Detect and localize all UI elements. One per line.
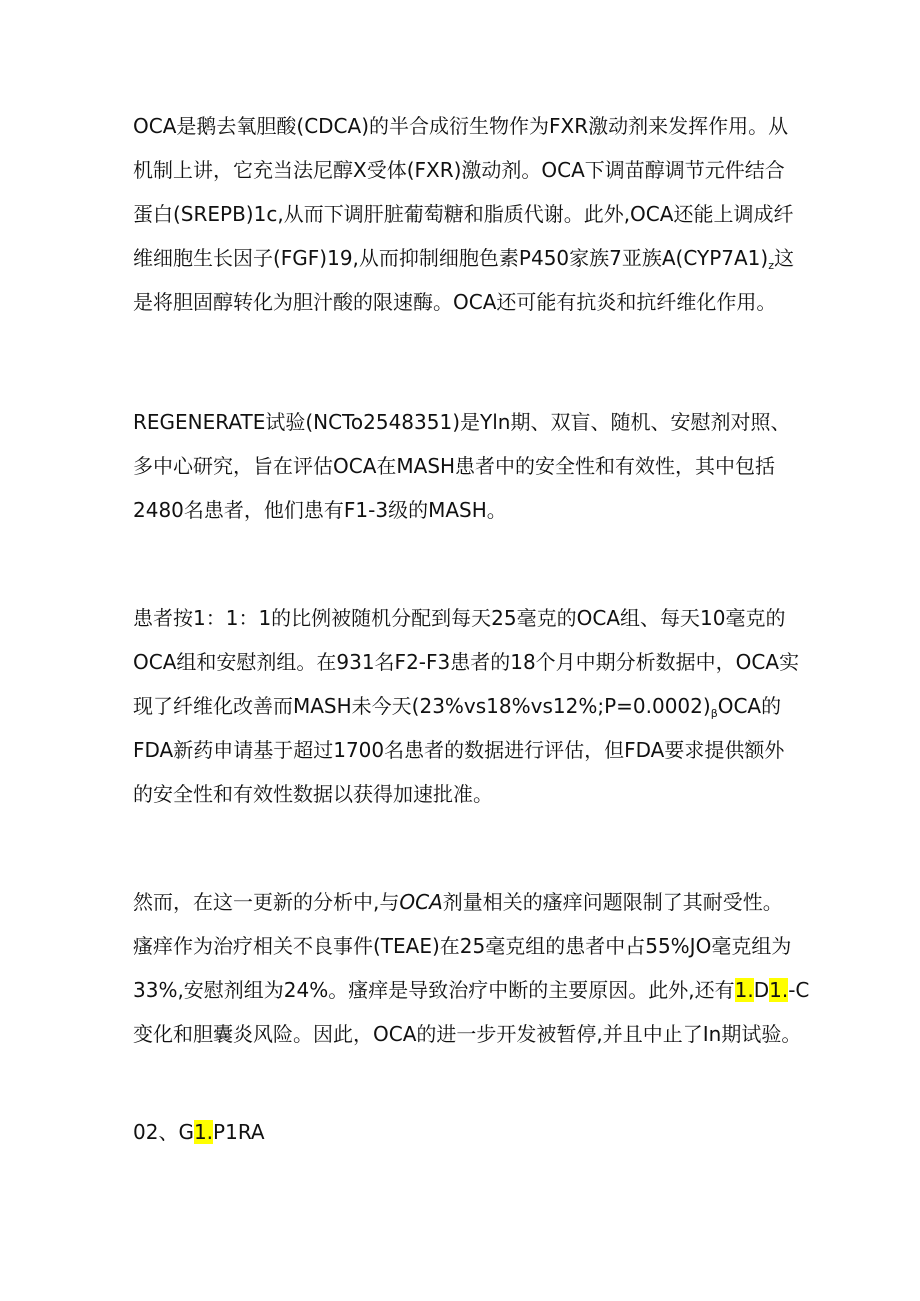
text-line <box>133 880 798 924</box>
heading-text-run: 02、G <box>133 1120 194 1144</box>
text-run: D <box>753 978 770 1002</box>
text-run: 然而，在这一更新的分析中,与 <box>133 890 400 914</box>
text-line: 瘙痒作为治疗相关不良事件(TEAE)在25毫克组的患者中占55%JO毫克组为 <box>133 934 792 958</box>
text-line: OCA组和安慰剂组。在931名F2-F3患者的18个月中期分析数据中，OCA实 <box>133 650 800 674</box>
paragraph-regenerate-trial <box>133 400 798 532</box>
highlighted-text: 1. <box>734 978 754 1002</box>
text-line: REGENERATE试验(NCTo2548351)是Yln期、双盲、随机、安慰剂对照、 <box>133 410 791 434</box>
text-line <box>133 968 810 1012</box>
heading-text-run: P1RA <box>213 1120 265 1144</box>
text-line: OCA是鹅去氧胆酸(CDCA)的半合成衍生物作为FXR激动剂来发挥作用。从 <box>133 114 789 138</box>
text-line: 2480名患者，他们患有F1-3级的MASH。 <box>133 498 507 522</box>
text-line: 的安全性和有效性数据以获得加速批准。 <box>133 782 493 806</box>
highlighted-text: 1. <box>193 1120 214 1144</box>
paragraph-pruritus-safety <box>133 880 810 1056</box>
section-heading <box>133 1110 265 1154</box>
text-run: -C <box>788 978 810 1002</box>
subscript-mark: z <box>768 259 774 272</box>
text-line: 机制上讲，它充当法尼醇X受体(FXR)激动剂。OCA下调苗醇调节元件结合 <box>133 158 785 182</box>
text-run: OCA的 <box>717 694 782 718</box>
text-line: 患者按1：1：1的比例被随机分配到每天25毫克的OCA组、每天10毫克的 <box>133 606 786 630</box>
paragraph-oca-mechanism <box>133 104 798 324</box>
paragraph-randomization-results <box>133 596 798 816</box>
text-line: 变化和胆囊炎风险。因此，OCA的进一步开发被暂停,并且中止了In期试验。 <box>133 1022 802 1046</box>
italic-text-run: OCA <box>399 890 443 914</box>
text-line: FDA新药申请基于超过1700名患者的数据进行评估，但FDA要求提供额外 <box>133 738 785 762</box>
text-run: 剂量相关的瘙痒问题限制了其耐受性。 <box>442 890 783 914</box>
text-line <box>133 684 798 728</box>
text-run: 33%,安慰剂组为24%。瘙痒是导致治疗中断的主要原因。此外,还有 <box>133 978 735 1002</box>
text-line: 多中心研究，旨在评估OCA在MASH患者中的安全性和有效性，其中包括 <box>133 454 776 478</box>
text-line: 蛋白(SREPB)1c,从而下调肝脏葡萄糖和脂质代谢。此外,OCA还能上调成纤 <box>133 202 794 226</box>
subscript-mark: β <box>710 707 718 720</box>
text-run: 现了纤维化改善而MASH未今天(23%vs18%vs12%;P=0.0002) <box>133 694 711 718</box>
text-run: 维细胞生长因子(FGF)19,从而抑制细胞色素P450家族7亚族A(CYP7A1) <box>133 246 769 270</box>
highlighted-text: 1. <box>769 978 789 1002</box>
text-line: 是将胆固醇转化为胆汁酸的限速酶。OCA还可能有抗炎和抗纤维化作用。 <box>133 290 777 314</box>
text-line <box>133 236 798 280</box>
text-run: 这 <box>773 246 794 270</box>
